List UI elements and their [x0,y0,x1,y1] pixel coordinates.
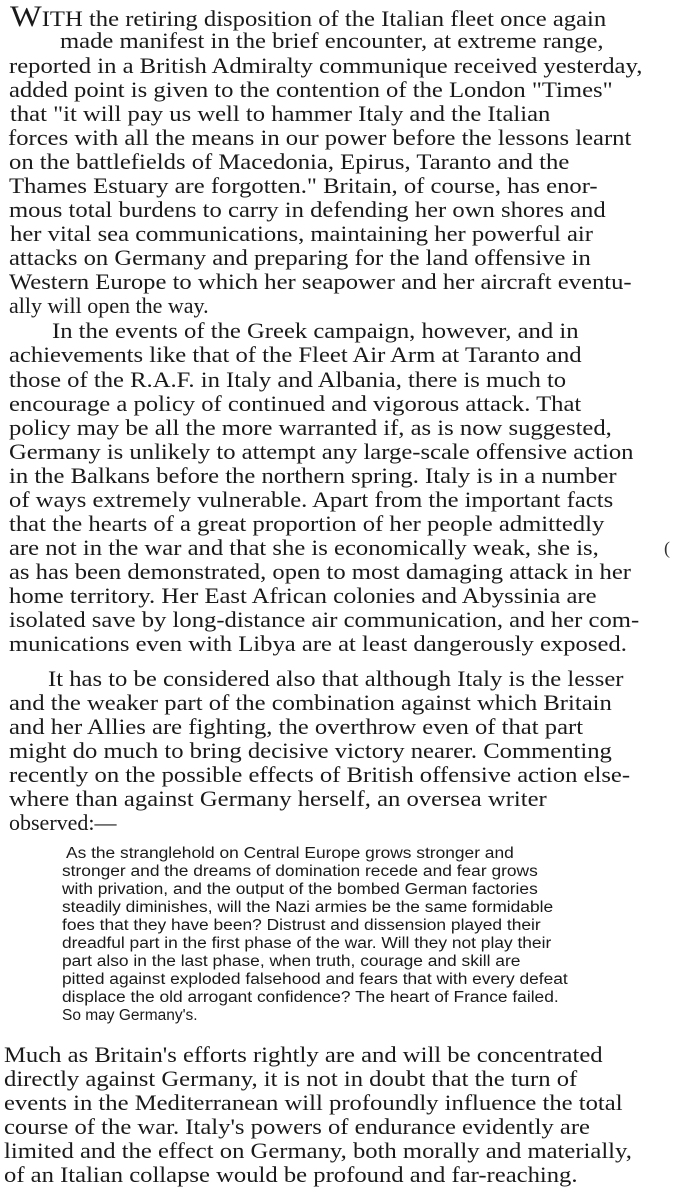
p1-line [60,30,604,52]
p4-line [4,1116,590,1138]
p3-line [9,716,583,738]
line-text: foes that they have been? Distrust and dissension played their [62,917,541,934]
line-text: as has been demonstrated, open to most damaging attack in her [9,559,631,584]
p1-line [9,271,632,293]
p1-line [9,79,613,101]
quote-line [62,882,538,898]
line-text: course of the war. Italy's powers of endurance evidently are [4,1114,590,1139]
line-text: displace the old arrogant confidence? The heart of France failed. [62,989,559,1006]
line-text: encourage a policy of continued and vigorous attack. That [9,391,582,416]
p4-line [4,1068,577,1090]
p1-line [9,175,598,197]
quote-line [62,864,538,880]
quote-line [62,936,551,952]
line-text: As the stranglehold on Central Europe grows stronger and [66,845,514,862]
line-text: steadily diminishes, will the Nazi armies be the same formidable [62,899,554,916]
quote-line [62,1008,198,1024]
line-text: dreadful part in the first phase of the war. Will they not play their [62,935,552,952]
p2-line [9,393,581,415]
p1-line [9,247,591,269]
line-text: and the weaker part of the combination against which Britain [9,690,612,715]
line-text: on the battlefields of Macedonia, Epirus, Taranto and the [9,149,570,174]
p2-line [9,513,604,535]
p1-line [10,223,593,245]
p1-line [9,55,642,77]
p2-line [9,417,612,439]
p2-line [9,489,613,511]
line-text: munications even with Libya are at least dangerously exposed. [9,631,627,656]
line-text: attacks on Germany and preparing for the land offensive in [9,245,591,270]
quote-line [62,918,541,934]
line-text: where than against Germany herself, an oversea writer [9,786,547,811]
line-text: of an Italian collapse would be profound and far-reaching. [4,1162,578,1187]
p2-line [9,633,627,655]
line-text: forces with all the means in our power before the lessons learnt [8,125,632,150]
line-text: ally will open the way. [9,293,209,318]
p2-line [9,537,599,559]
quote-line [62,972,568,988]
line-text: events in the Mediterranean will profoundly influence the total [4,1090,623,1115]
line-text: mous total burdens to carry in defending her own shores and [9,197,606,222]
p3-line [48,668,623,690]
line-text: those of the R.A.F. in Italy and Albania, there is much to [9,367,567,392]
drop-cap: W [10,0,42,33]
p2-line [9,561,631,583]
quote-line [62,900,553,916]
line-text: with privation, and the output of the bombed German factories [62,881,538,898]
line-text: reported in a British Admiralty communique received yesterday, [9,53,643,78]
line-text: directly against Germany, it is not in doubt that the turn of [4,1066,578,1091]
p4-line [4,1044,603,1066]
line-text: So may Germany's. [62,1007,198,1024]
line-text: Germany is unlikely to attempt any large-scale offensive action [9,439,634,464]
line-text: ITH the retiring disposition of the Italian fleet once again [41,6,607,31]
line-text: Thames Estuary are forgotten." Britain, of course, has enor- [9,173,598,198]
p3-line [9,692,612,714]
p3-line [9,764,630,786]
p1-line [9,151,569,173]
line-text: and her Allies are fighting, the overthrow even of that part [9,714,584,739]
line-text: pitted against exploded falsehood and fears that with every defeat [62,971,568,988]
p4-line [4,1092,623,1114]
line-text: achievements like that of the Fleet Air Arm at Taranto and [9,342,582,367]
p3-line [9,788,547,810]
line-text: Western Europe to which her seapower and her aircraft eventu- [9,269,632,294]
p2-line [9,344,582,366]
p3-line [9,740,612,762]
line-text: are not in the war and that she is economically weak, she is, [9,535,599,560]
p1-line [9,199,606,221]
line-text: It has to be considered also that although Italy is the lesser [48,666,624,691]
p2-line [9,369,566,391]
line-text: her vital sea communications, maintaining her powerful air [10,221,593,246]
p3-line [9,812,117,834]
line-text: that "it will pay us well to hammer Italy and the Italian [10,101,551,126]
line-text: Much as Britain's efforts rightly are and will be concentrated [4,1042,603,1067]
p2-line [9,441,633,463]
p1-line [8,127,631,149]
line-text: observed:— [9,810,117,835]
margin-mark: ( [664,538,670,558]
quote-line [66,846,514,862]
p4-line [4,1164,578,1186]
line-text: in the Balkans before the northern spring. Italy is in a number [9,463,617,488]
line-text: home territory. Her East African colonies and Abyssinia are [9,583,597,608]
line-text: recently on the possible effects of British offensive action else- [9,762,631,787]
p1-line [10,0,607,33]
quote-line [62,954,520,970]
p2-line [9,465,617,487]
line-text: of ways extremely vulnerable. Apart from the important facts [9,487,614,512]
p2-line [9,609,639,631]
p1-line [9,295,209,317]
line-text: stronger and the dreams of domination recede and fear grows [62,863,538,880]
line-text: that the hearts of a great proportion of her people admittedly [9,511,605,536]
p2-line [52,320,579,342]
p2-line [9,585,597,607]
line-text: part also in the last phase, when truth, courage and skill are [62,953,521,970]
line-text: made manifest in the brief encounter, at extreme range, [60,28,604,53]
line-text: added point is given to the contention of the London "Times" [9,77,613,102]
line-text: policy may be all the more warranted if, as is now suggested, [9,415,612,440]
p1-line [10,103,550,125]
line-text: limited and the effect on Germany, both morally and materially, [4,1138,632,1163]
line-text: might do much to bring decisive victory nearer. Commenting [9,738,612,763]
p4-line [4,1140,632,1162]
quote-line [62,990,559,1006]
line-text: isolated save by long-distance air communication, and her com- [9,607,640,632]
line-text: In the events of the Greek campaign, however, and in [52,318,579,343]
